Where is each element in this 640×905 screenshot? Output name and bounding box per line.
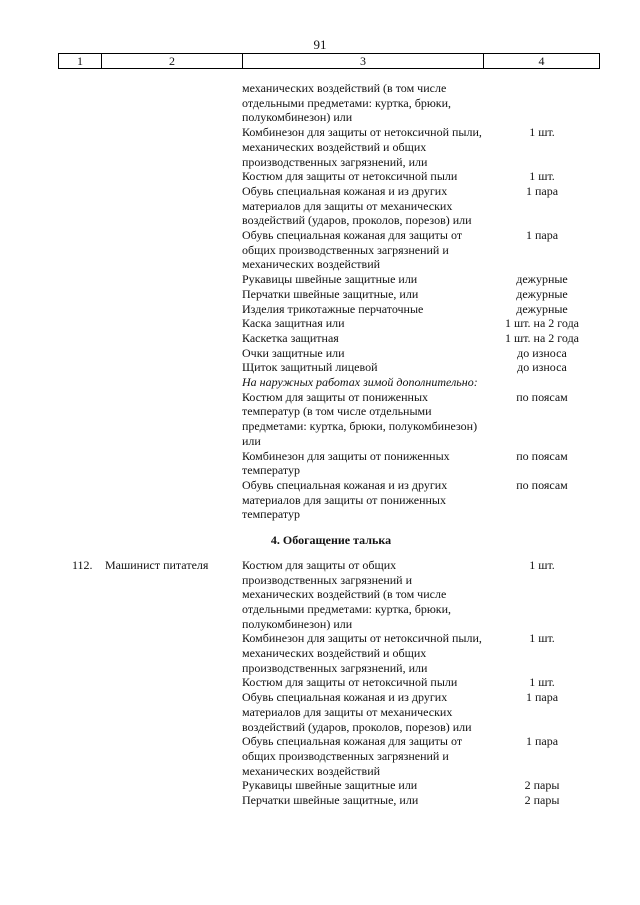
table-row [0, 390, 640, 449]
item-description: Изделия трикотажные перчаточные [242, 301, 424, 316]
item-description: Обувь специальная кожаная для защиты от общих производственных загрязнений и механических воздействий [242, 734, 463, 778]
item-quantity: по поясам [516, 389, 568, 404]
item-description: Комбинезон для защиты от нетоксичной пыли, механических воздействий и общих производственных загрязнений, или [242, 631, 482, 675]
item-description: Обувь специальная кожаная и из других материалов для защиты от пониженных температур [242, 477, 448, 522]
item-description: механических воздействий (в том числе отдельными предметами: куртка, брюки, полукомбинезон) или [242, 81, 452, 125]
item-quantity: дежурные [516, 272, 568, 287]
item-quantity: 1 шт. [529, 125, 555, 140]
table-row [0, 734, 640, 778]
table-row [0, 558, 640, 632]
table-row [0, 346, 640, 361]
item-quantity: 1 шт. на 2 года [504, 316, 580, 331]
item-quantity: до износа [517, 345, 567, 360]
table-row [0, 360, 640, 375]
item-description: Комбинезон для защиты от пониженных температур [242, 448, 450, 478]
item-quantity: дежурные [516, 301, 568, 316]
table-row [0, 331, 640, 346]
entry-row [0, 558, 640, 808]
item-quantity: 1 пара [525, 734, 559, 749]
item-description: Рукавицы швейные защитные или [242, 778, 418, 793]
section-title: 4. Обогащение талька [270, 533, 392, 548]
item-description: Рукавицы швейные защитные или [242, 272, 418, 287]
item-quantity: 1 шт. [529, 675, 555, 690]
item-description: Перчатки швейные защитные, или [242, 793, 419, 808]
table-header [58, 53, 600, 69]
table-row [0, 778, 640, 793]
item-quantity: до износа [517, 360, 567, 375]
item-description: Очки защитные или [242, 345, 345, 360]
item-quantity: 1 пара [525, 690, 559, 705]
item-quantity: 1 пара [525, 183, 559, 198]
item-description: Обувь специальная кожаная и из других материалов для защиты от механических воздействий (ударов, проколов, порезов) или [242, 183, 472, 228]
table-row [0, 287, 640, 302]
item-description: Костюм для защиты от общих производственных загрязнений и механических воздействий (в том числе отдельными предметами: куртка, брюки, полукомбинезон) или [242, 557, 452, 631]
item-description: Каскетка защитная [242, 330, 339, 345]
item-quantity: 1 пара [525, 228, 559, 243]
item-description: Костюм для защиты от нетоксичной пыли [242, 675, 458, 690]
item-description: Обувь специальная кожаная и из других материалов для защиты от механических воздействий (ударов, проколов, порезов) или [242, 690, 472, 734]
table-row [0, 184, 640, 228]
item-description: Перчатки швейные защитные, или [242, 286, 419, 301]
item-quantity: 1 шт. [529, 631, 555, 646]
header-col-2: 2 [169, 54, 175, 68]
page-number: 91 [313, 37, 327, 52]
table-row [0, 302, 640, 317]
winter-note: На наружных работах зимой дополнительно: [242, 375, 478, 390]
table-body [0, 81, 640, 808]
table-row [0, 675, 640, 690]
item-description: Костюм для защиты от нетоксичной пыли [242, 169, 458, 184]
header-col-4: 4 [538, 54, 545, 68]
item-quantity: 1 шт. [529, 557, 555, 572]
table-row [0, 478, 640, 522]
table-row [0, 81, 640, 125]
item-quantity: 1 шт. на 2 года [504, 330, 580, 345]
item-description: Комбинезон для защиты от нетоксичной пыли, механических воздействий и общих производственных загрязнений, или [242, 125, 482, 169]
table-row [0, 316, 640, 331]
item-description: Обувь специальная кожаная для защиты от общих производственных загрязнений и механических воздействий [242, 228, 463, 272]
entry-profession: Машинист питателя [105, 557, 209, 572]
table-row [0, 228, 640, 272]
rows-entry [0, 558, 640, 808]
header-col-1: 1 [77, 54, 83, 68]
item-quantity: по поясам [516, 477, 568, 492]
item-quantity: 2 пары [524, 778, 560, 793]
item-quantity: дежурные [516, 286, 568, 301]
table-row [0, 169, 640, 184]
item-quantity: по поясам [516, 448, 568, 463]
item-description: Каска защитная или [242, 316, 345, 331]
entry-number: 112. [72, 557, 93, 572]
table-row [0, 449, 640, 478]
table-row [0, 631, 640, 675]
rows-top [0, 81, 640, 375]
item-quantity: 1 шт. [529, 169, 555, 184]
rows-winter [0, 390, 640, 522]
table-row [0, 793, 640, 808]
item-description: Щиток защитный лицевой [242, 360, 378, 375]
table-row [0, 125, 640, 169]
item-description: Костюм для защиты от пониженных температур (в том числе отдельными предметами: куртка, брюки, полукомбинезон) или [242, 389, 478, 448]
table-row [0, 272, 640, 287]
winter-note-row [0, 375, 640, 390]
item-quantity: 2 пары [524, 793, 560, 808]
table-row [0, 690, 640, 734]
header-col-3: 3 [360, 54, 366, 68]
